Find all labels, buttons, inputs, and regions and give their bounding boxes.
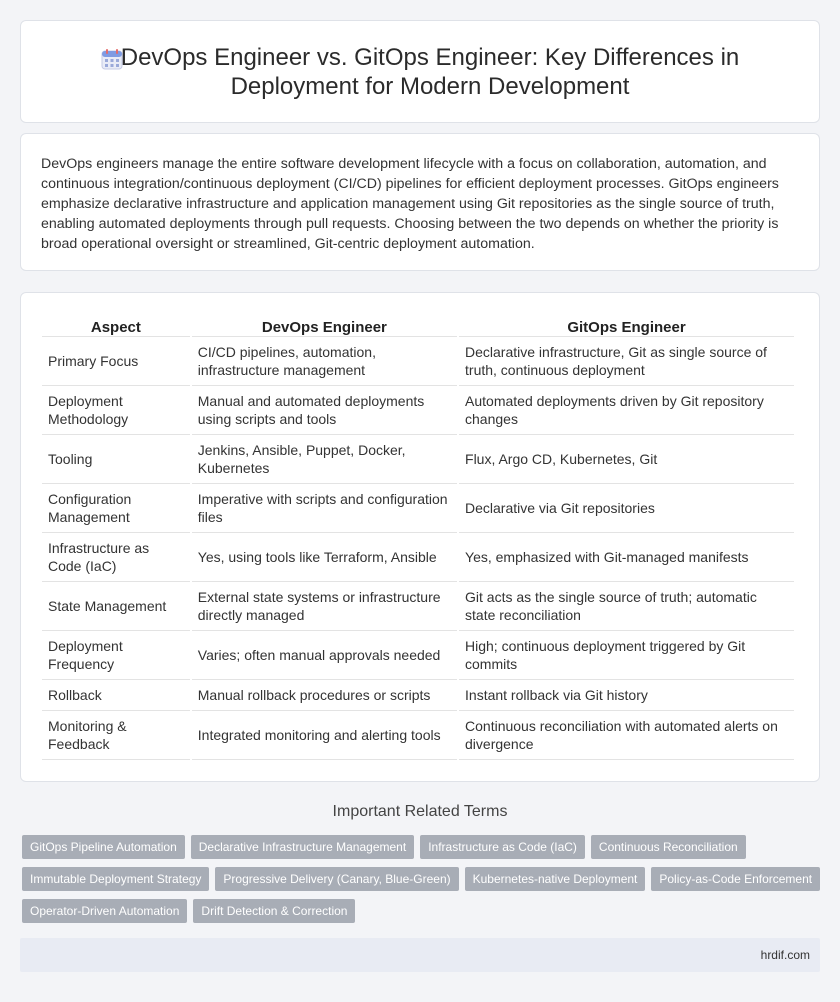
term-tag[interactable]: Infrastructure as Code (IaC) [420, 835, 585, 859]
table-cell: Deployment Methodology [42, 386, 190, 435]
table-cell: CI/CD pipelines, automation, infrastructure management [192, 337, 457, 386]
term-tag[interactable]: Drift Detection & Correction [193, 899, 355, 923]
tag-row [22, 835, 822, 859]
table-cell: State Management [42, 582, 190, 631]
term-tag[interactable]: Immutable Deployment Strategy [22, 867, 209, 891]
table-header-row [42, 315, 794, 337]
table-cell: Yes, emphasized with Git-managed manifests [459, 533, 794, 582]
header-card [20, 20, 820, 123]
table-cell: Yes, using tools like Terraform, Ansible [192, 533, 457, 582]
related-terms-title: Important Related Terms [332, 803, 508, 820]
header-gitops: GitOps Engineer [459, 315, 794, 337]
table-row [42, 435, 794, 484]
table-cell: Manual rollback procedures or scripts [192, 680, 457, 711]
table-row [42, 484, 794, 533]
comparison-table-card [20, 292, 820, 782]
table-row [42, 386, 794, 435]
table-cell: Varies; often manual approvals needed [192, 631, 457, 680]
footer [20, 938, 820, 972]
table-cell: High; continuous deployment triggered by Git commits [459, 631, 794, 680]
table-cell: Instant rollback via Git history [459, 680, 794, 711]
table-cell: Jenkins, Ansible, Puppet, Docker, Kubernetes [192, 435, 457, 484]
table-cell: Declarative infrastructure, Git as single source of truth, continuous deployment [459, 337, 794, 386]
comparison-table [40, 315, 796, 760]
table-cell: Git acts as the single source of truth; automatic state reconciliation [459, 582, 794, 631]
table-cell: Deployment Frequency [42, 631, 190, 680]
footer-site[interactable]: hrdif.com [760, 948, 810, 962]
table-cell: Declarative via Git repositories [459, 484, 794, 533]
table-cell: Integrated monitoring and alerting tools [192, 711, 457, 760]
table-cell: Manual and automated deployments using scripts and tools [192, 386, 457, 435]
table-cell: Primary Focus [42, 337, 190, 386]
tag-row [22, 867, 822, 891]
intro-card [20, 133, 820, 271]
term-tag[interactable]: Kubernetes-native Deployment [465, 867, 646, 891]
related-terms [22, 835, 822, 931]
table-cell: Continuous reconciliation with automated alerts on divergence [459, 711, 794, 760]
table-row [42, 337, 794, 386]
table-row [42, 711, 794, 760]
table-row [42, 680, 794, 711]
header-aspect: Aspect [42, 315, 190, 337]
table-cell: External state systems or infrastructure directly managed [192, 582, 457, 631]
page-title: DevOps Engineer vs. GitOps Engineer: Key Differences in Deployment for Modern Development [120, 44, 740, 100]
term-tag[interactable]: Operator-Driven Automation [22, 899, 187, 923]
table-cell: Automated deployments driven by Git repository changes [459, 386, 794, 435]
table-cell: Rollback [42, 680, 190, 711]
table-cell: Monitoring & Feedback [42, 711, 190, 760]
term-tag[interactable]: Policy-as-Code Enforcement [651, 867, 820, 891]
term-tag[interactable]: Declarative Infrastructure Management [191, 835, 414, 859]
table-row [42, 533, 794, 582]
tag-row [22, 899, 822, 923]
term-tag[interactable]: GitOps Pipeline Automation [22, 835, 185, 859]
table-cell: Infrastructure as Code (IaC) [42, 533, 190, 582]
term-tag[interactable]: Continuous Reconciliation [591, 835, 746, 859]
table-cell: Configuration Management [42, 484, 190, 533]
header-devops: DevOps Engineer [192, 315, 457, 337]
table-cell: Flux, Argo CD, Kubernetes, Git [459, 435, 794, 484]
intro-text: DevOps engineers manage the entire software development lifecycle with a focus on collaboration, automation, and continuous integration/continuous deployment (CI/CD) pipelines for efficient deployment processes. GitOps engineers emphasize declarative infrastructure and application management using Git repositories as the single source of truth, enabling automated deployments through pull requests. Choosing between the two depends on whether the priority is broad operational oversight or streamlined, Git-centric deployment automation. [41, 156, 779, 252]
term-tag[interactable]: Progressive Delivery (Canary, Blue-Green) [215, 867, 458, 891]
table-cell: Imperative with scripts and configuration files [192, 484, 457, 533]
table-row [42, 582, 794, 631]
table-cell: Tooling [42, 435, 190, 484]
table-row [42, 631, 794, 680]
